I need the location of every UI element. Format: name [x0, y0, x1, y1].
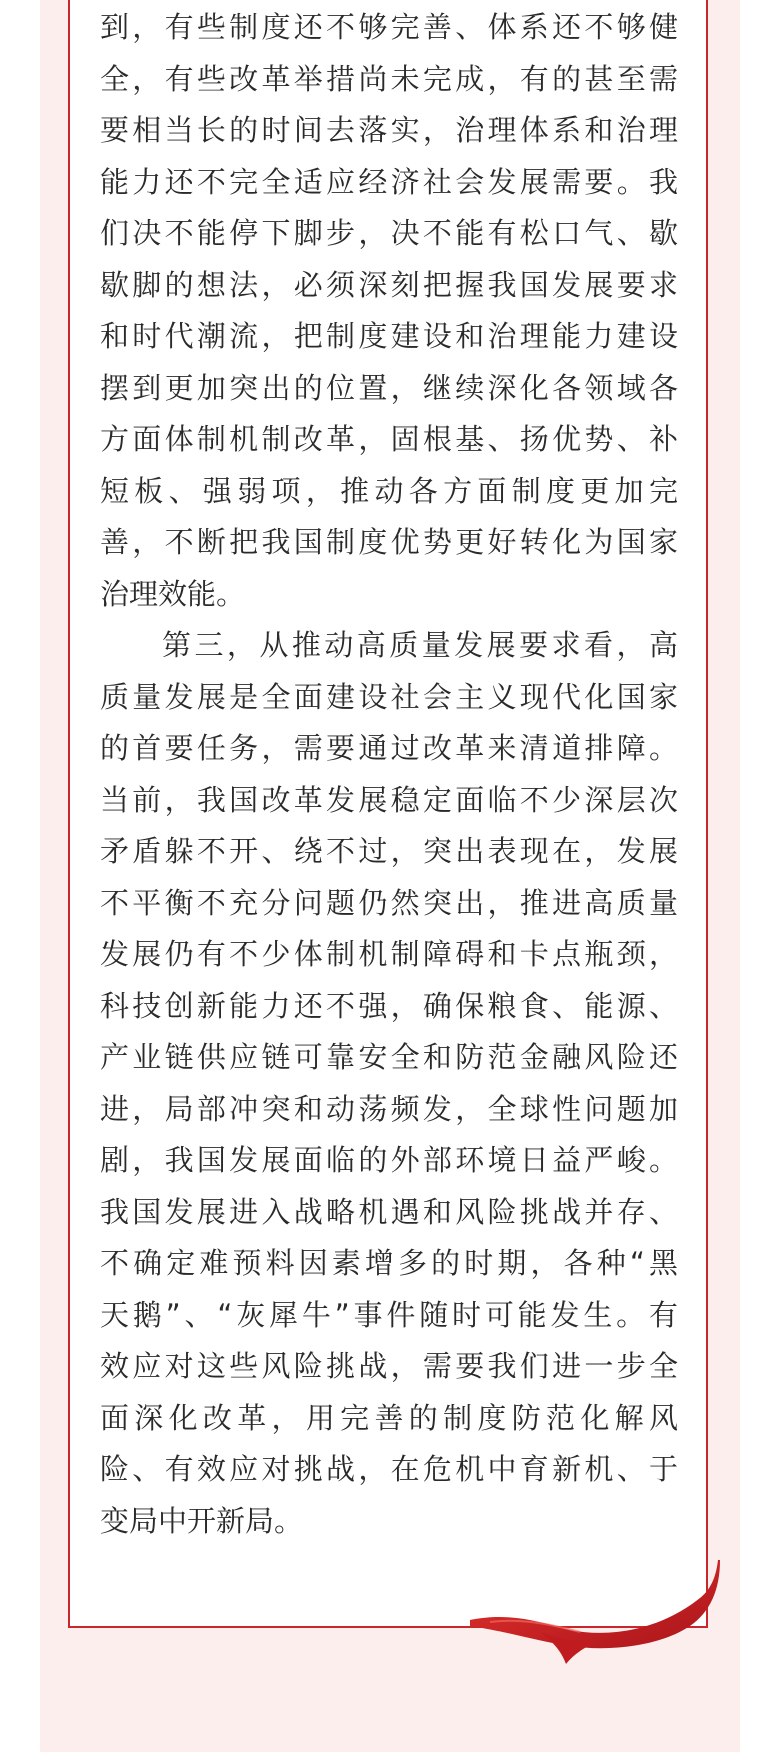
text-line: 我国发展进入战略机遇和风险挑战并存、 — [100, 1194, 678, 1229]
paragraph-1 — [100, 2, 678, 620]
text-line: 发展仍有不少体制机制障碍和卡点瓶颈， — [100, 937, 678, 971]
text-line: 不确定难预料因素增多的时期，各种“黑 — [100, 1246, 678, 1280]
text-line: 歇脚的想法，必须深刻把握我国发展要求 — [100, 267, 678, 302]
text-line: 到，有些制度还不够完善、体系还不够健 — [100, 10, 678, 44]
text-line: 全，有些改革举措尚未完成，有的甚至需 — [100, 61, 678, 96]
text-line: 能力还不完全适应经济社会发展需要。我 — [100, 164, 678, 199]
text-line: 效应对这些风险挑战，需要我们进一步全 — [100, 1349, 678, 1383]
text-line: 和时代潮流，把制度建设和治理能力建设 — [100, 319, 678, 353]
text-line: 产业链供应链可靠安全和防范金融风险还 — [100, 1040, 678, 1074]
text-line: 的首要任务，需要通过改革来清道排障。 — [100, 731, 678, 765]
text-line: 质量发展是全面建设社会主义现代化国家 — [100, 679, 678, 714]
text-line: 要相当长的时间去落实，治理体系和治理 — [100, 113, 678, 147]
text-line: 短板、强弱项，推动各方面制度更加完 — [100, 473, 678, 508]
text-line: 第三，从推动高质量发展要求看，高 — [162, 628, 678, 662]
paragraph-2 — [100, 620, 678, 1547]
text-line: 险、有效应对挑战，在危机中育新机、于 — [100, 1452, 678, 1486]
text-line: 进，局部冲突和动荡频发，全球性问题加 — [100, 1091, 678, 1126]
red-ribbon-icon — [470, 1560, 720, 1670]
text-line: 不平衡不充分问题仍然突出，推进高质量 — [100, 885, 678, 920]
text-line: 天鹅”、“灰犀牛”事件随时可能发生。有 — [100, 1297, 678, 1332]
article-text — [100, 2, 678, 1547]
text-line: 矛盾躲不开、绕不过，突出表现在，发展 — [100, 834, 678, 868]
text-line: 摆到更加突出的位置，继续深化各领域各 — [100, 370, 678, 405]
text-line: 善，不断把我国制度优势更好转化为国家 — [100, 525, 678, 559]
text-line: 方面体制机制改革，固根基、扬优势、补 — [100, 422, 678, 456]
text-line: 科技创新能力还不强，确保粮食、能源、 — [100, 988, 678, 1023]
text-line: 变局中开新局。 — [100, 1503, 304, 1538]
text-line: 当前，我国改革发展稳定面临不少深层次 — [100, 782, 678, 817]
text-line: 面深化改革，用完善的制度防范化解风 — [100, 1400, 678, 1435]
text-line: 们决不能停下脚步，决不能有松口气、歇 — [100, 216, 678, 250]
text-line: 治理效能。 — [100, 576, 246, 611]
text-line: 剧，我国发展面临的外部环境日益严峻。 — [100, 1143, 678, 1177]
